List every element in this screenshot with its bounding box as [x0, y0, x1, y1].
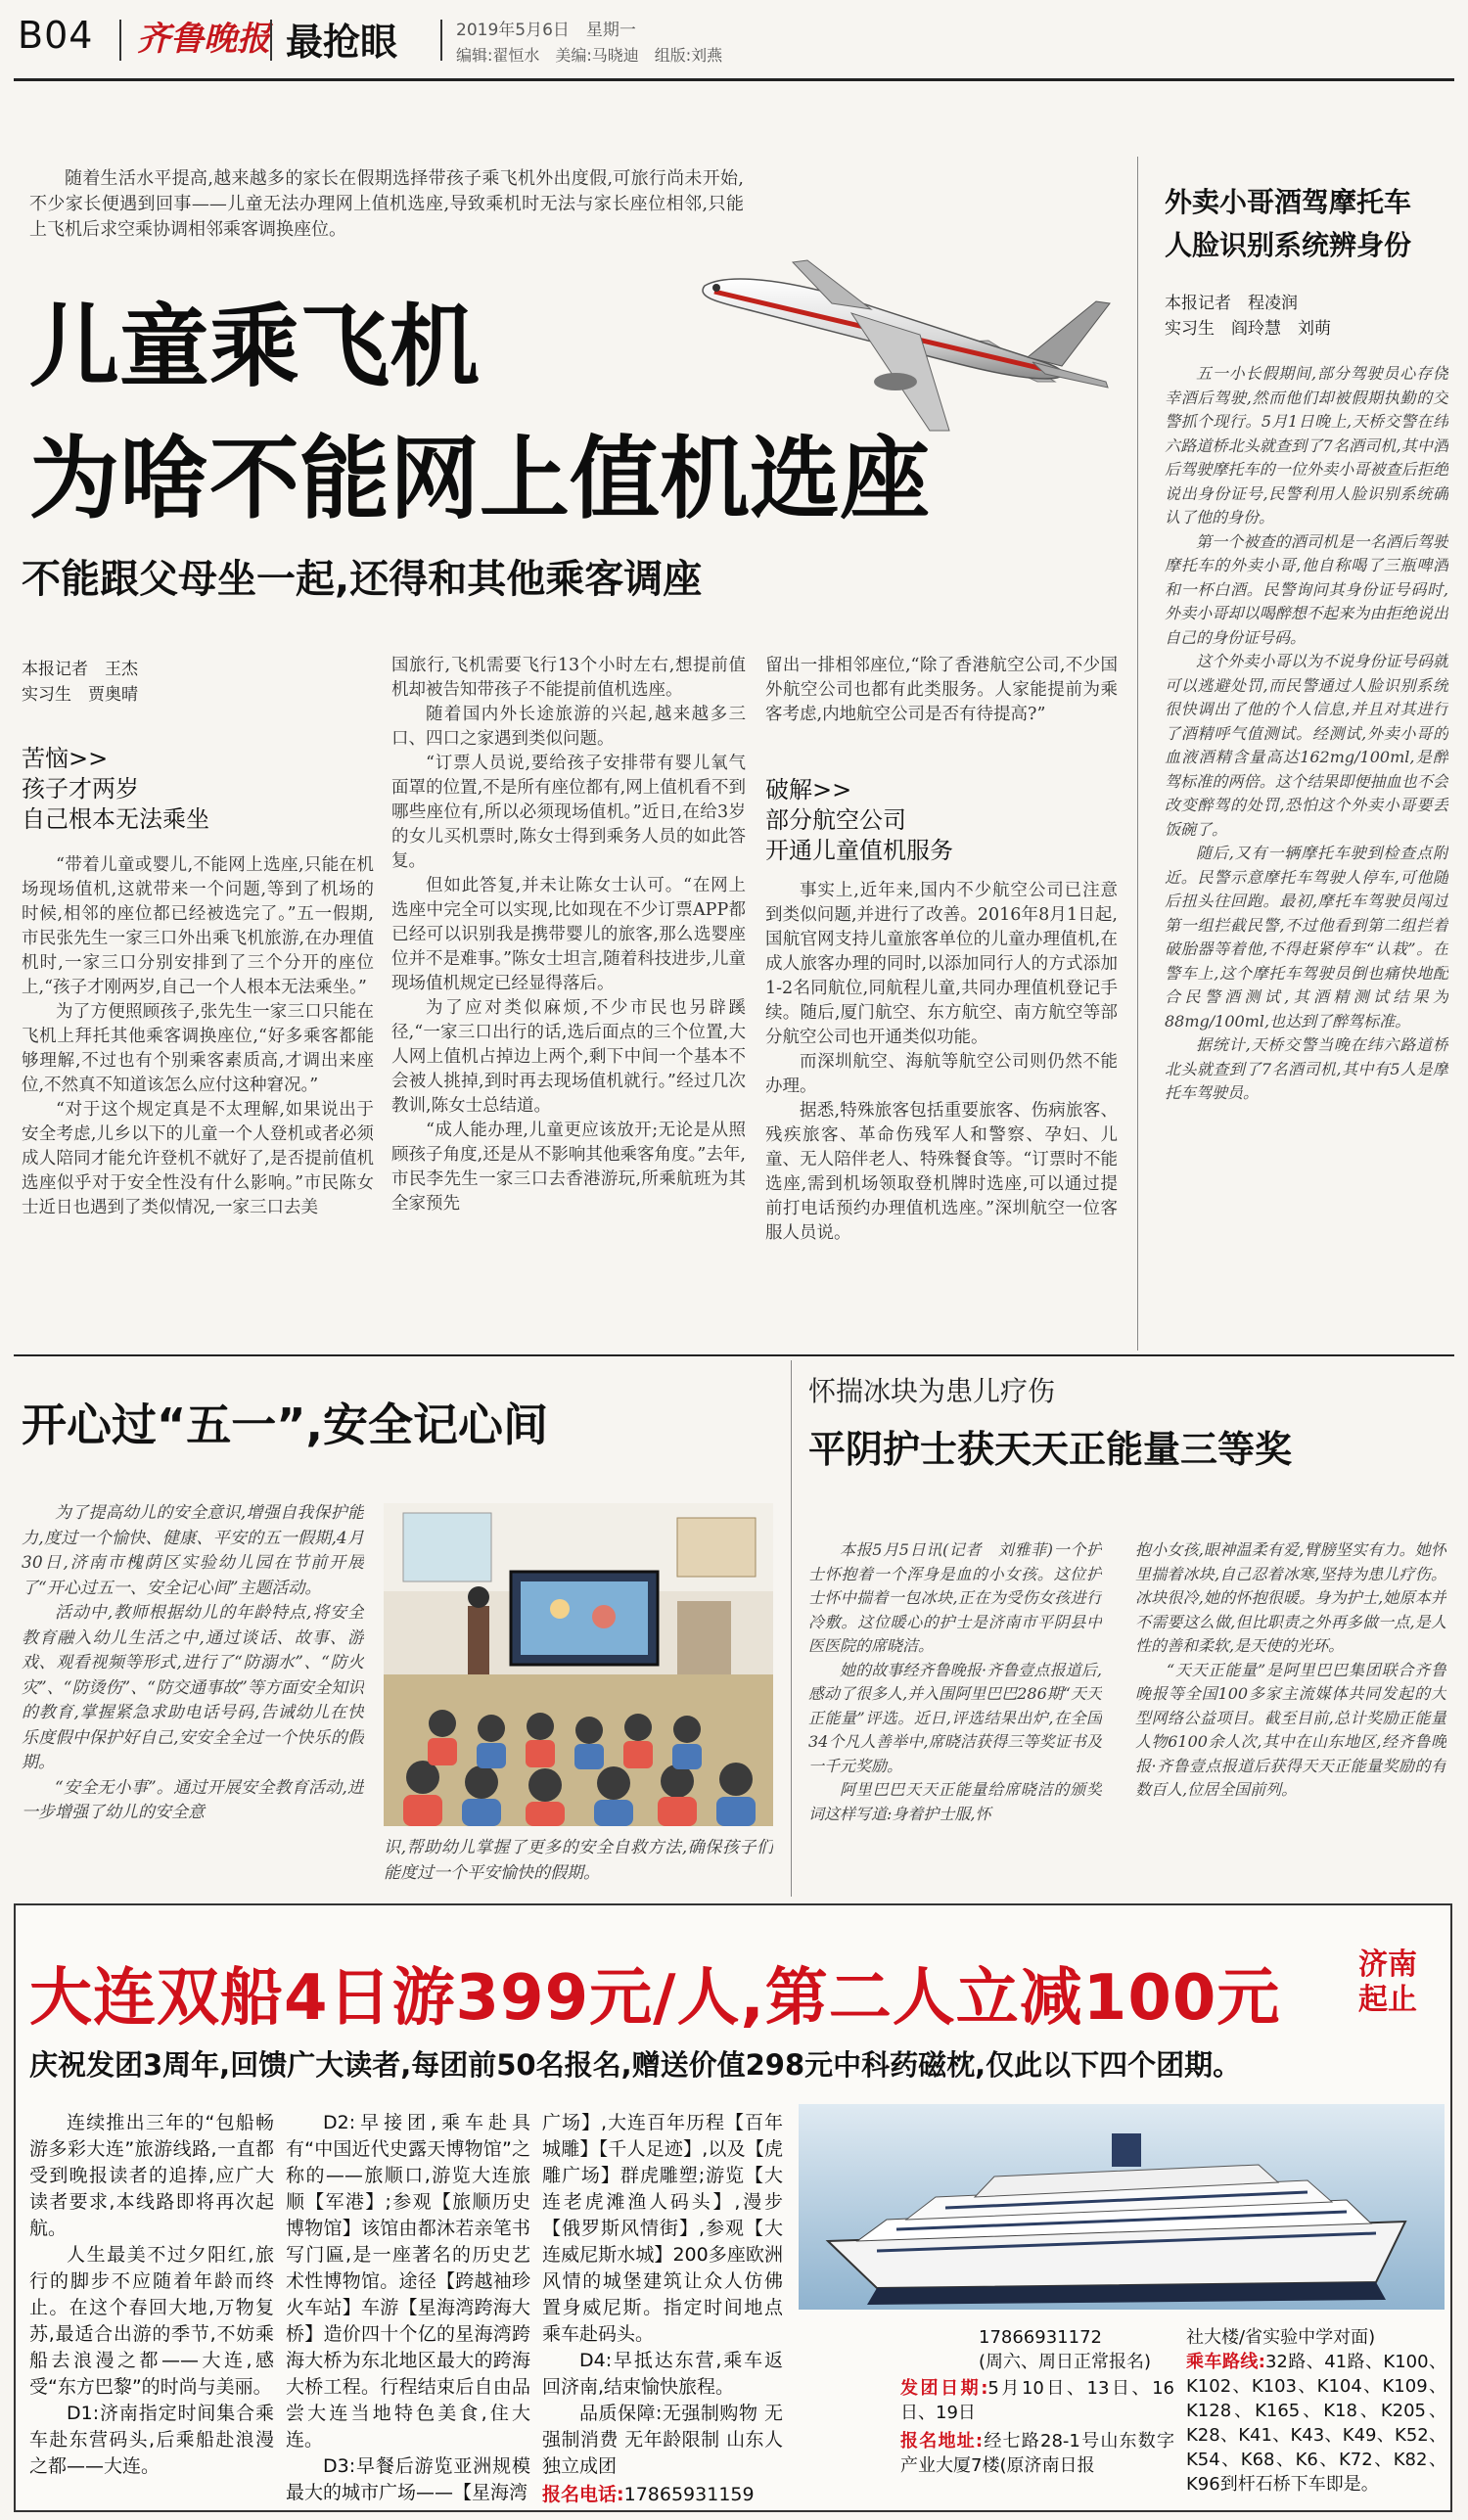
ad-subheadline: 庆祝发团3周年,回馈广大读者,每团前50名报名,赠送价值298元中科药磁枕,仅此以下四个团期。 — [29, 2048, 1242, 2082]
safety-story-title: 开心过“五一”,安全记心间 — [22, 1398, 548, 1451]
paragraph: 国旅行,飞机需要飞行13个小时左右,想提前值机却被告知带孩子不能提前值机选座。 — [391, 656, 746, 700]
paragraph: 连续推出三年的“包船畅游多彩大连”旅游线路,一直都受到晚报读者的追捧,应广大读者要求,本线路即将再次起航。 — [29, 2112, 274, 2239]
paragraph: 这个外卖小哥以为不说身份证号码就可以逃避处罚,而民警通过人脸识别系统很快调出了他的个人信息,并且对其进行了酒精呼气值测试。经测试,外卖小哥的血液酒精含量高达162mg/100ml,是醉驾标准的两倍。这个结果即便抽血也不会改变醉驾的处罚,恐怕这个外卖小哥要丢饭碗了。 — [1165, 652, 1448, 839]
paragraph: 本报5月5日讯(记者 刘雅菲)一个护士怀抱着一个浑身是血的小女孩。这位护士怀中揣着一包冰块,正在为受伤女孩进行冷敷。这位暖心的护士是济南市平阴县中医医院的席晓洁。 — [808, 1540, 1102, 1655]
airplane-illustration — [685, 245, 1116, 440]
section-label-solution: 破解>> — [765, 776, 852, 803]
ad-side-note — [1358, 1947, 1417, 2018]
paragraph: 识,帮助幼儿掌握了更多的安全自救方法,确保孩子们能度过一个平安愉快的假期。 — [384, 1838, 773, 1883]
section-title-worry-2: 自己根本无法乘坐 — [22, 805, 209, 833]
right-byline-intern: 实习生 阎玲慧 刘萌 — [1165, 319, 1331, 339]
right-story-title-2: 人脸识别系统辨身份 — [1165, 229, 1412, 261]
section-title-solution-2: 开通儿童值机服务 — [765, 837, 953, 864]
headline-line-1: 儿童乘飞机 — [29, 295, 481, 399]
ad-column-3 — [542, 2110, 783, 2482]
paragraph: 为了提高幼儿的安全意识,增强自我保护能力,度过一个愉快、健康、平安的五一假期,4月30日,济南市槐荫区实验幼儿园在节前开展了“开心过五一、安全记心间”主题活动。 — [22, 1503, 364, 1598]
ad-address-value: 经七路28-1号山东数字产业大厦7楼(原济南日报 — [900, 2431, 1174, 2476]
ad-side-line-1: 济南 — [1358, 1947, 1417, 1982]
paragraph: “订票人员说,要给孩子安排带有婴儿氧气面罩的位置,不是所有座位都有,网上值机看不到哪些座位有,所以必须现场值机。”近日,在给3岁的女儿买机票时,陈女士得到乘务人员的如此答复。 — [391, 754, 746, 871]
right-story-body — [1165, 362, 1448, 1341]
ad-phone-2[interactable]: 17866931172 — [979, 2327, 1102, 2348]
paragraph: 但如此答复,并未让陈女士认可。“在网上选座中完全可以实现,比如现在不少订票APP都已经可以识别我是携带婴儿的旅客,那么选婴座位并不是难事。”陈女士坦言,随着科技进步,儿童现场值机规定已经显得落后。 — [391, 876, 746, 993]
ad-address-label: 报名地址: — [900, 2431, 984, 2451]
story-column-3b — [765, 879, 1118, 1339]
paragraph: “天天正能量”是阿里巴巴集团联合齐鲁晚报等全国100多家主流媒体共同发起的大型网络公益项目。截至目前,总计奖励正能量人物6100余人次,其中在山东地区,经齐鲁晚报·齐鲁壹点报道后获得天天正能量奖励的有数百人,位居全国前列。 — [1135, 1660, 1446, 1799]
paragraph: 为了方便照顾孩子,张先生一家三口只能在飞机上拜托其他乘客调换座位,“好多乘客都能够理解,不过也有个别乘客素质高,才调出来座位,不然真不知道该怎么应付这种窘况。” — [22, 1002, 374, 1095]
paragraph: 五一小长假期间,部分驾驶员心存侥幸酒后驾驶,然而他们却被假期执勤的交警抓个现行。5月1日晚上,天桥交警在纬六路道桥北头就查到了7名酒司机,其中酒后驾驶摩托车的一位外卖小哥被查后拒绝说出身份证号,民警利用人脸识别系统确认了他的身份。 — [1165, 364, 1448, 527]
paragraph: 人生最美不过夕阳红,旅行的脚步不应随着年龄而终止。在这个春回大地,万物复苏,最适合出游的季节,不妨乘船去浪漫之都——大连,感受“东方巴黎”的时尚与美丽。 — [29, 2244, 274, 2398]
paragraph: 而深圳航空、海航等航空公司则仍然不能办理。 — [765, 1052, 1118, 1096]
ad-weekend-note: (周六、周日正常报名) — [979, 2352, 1152, 2372]
paragraph: 阿里巴巴天天正能量给席晓洁的颁奖词这样写道:身着护士服,怀 — [808, 1780, 1102, 1823]
paragraph: 随着国内外长途旅游的兴起,越来越多三口、四口之家遇到类似问题。 — [391, 705, 746, 749]
paragraph: D1:济南指定时间集合乘车赴东营码头,后乘船赴浪漫之都——大连。 — [29, 2403, 274, 2477]
story-column-3 — [765, 654, 1118, 761]
headline-line-2: 为啥不能网上值机选座 — [29, 427, 931, 531]
right-story-title-1: 外卖小哥酒驾摩托车 — [1165, 186, 1412, 218]
paragraph: 据悉,特殊旅客包括重要旅客、伤病旅客、残疾旅客、革命伤残军人和警察、孕妇、儿童、无人陪伴老人、特殊餐食等。“订票时不能选座,需到机场领取登机牌时选座,可以通过提前打电话预约办理值机选座。”深圳航空一位客服人员说。 — [765, 1101, 1118, 1243]
ad-headline: 大连双船4日游399元/人,第二人立减100元 — [29, 1962, 1281, 2035]
ad-column-1 — [29, 2110, 274, 2501]
story-lead: 随着生活水平提高,越来越多的家长在假期选择带孩子乘飞机外出度假,可旅行尚未开始,不少家长便遇到回事——儿童无法办理网上值机选座,导致乘机时无法与家长座位相邻,只能上飞机后求空乘协调相邻乘客调换座位。 — [29, 168, 744, 240]
byline-intern: 实习生 贾奥晴 — [22, 685, 138, 705]
header-rule — [14, 78, 1454, 81]
editors-line: 编辑:翟恒水 美编:马晓迪 组版:刘燕 — [456, 46, 723, 65]
ad-dates — [900, 2376, 1174, 2425]
ad-address — [900, 2429, 1174, 2478]
right-story-title — [1165, 181, 1411, 267]
ad-column-2 — [286, 2110, 530, 2501]
paragraph: “带着儿童或婴儿,不能网上选座,只能在机场现场值机,这就带来一个问题,等到了机场的时候,相邻的座位都已经被选完了。”五一假期,市民张先生一家三口外出乘飞机旅游,在办理值机时,一家三口分别安排到了三个分开的座位上,“孩子才刚两岁,自己一个人根本无法乘坐。” — [22, 855, 374, 997]
ad-bus-label: 乘车路线: — [1186, 2352, 1265, 2372]
nurse-story-kicker: 怀揣冰块为患儿疗伤 — [808, 1375, 1056, 1407]
section-title-worry-1: 孩子才两岁 — [22, 775, 139, 802]
ad-bus-head: 社大楼/省实验中学对面) — [1186, 2327, 1376, 2348]
header-divider — [440, 20, 442, 61]
byline-reporter: 本报记者 王杰 — [22, 660, 138, 679]
section-title: 最抢眼 — [286, 21, 398, 64]
headline-subtitle: 不能跟父母坐一起,还得和其他乘客调座 — [22, 557, 703, 602]
ad-bus-route — [1186, 2325, 1446, 2497]
paragraph: 据统计,天桥交警当晚在纬六路道桥北头就查到了7名酒司机,其中有5人是摩托车驾驶员。 — [1165, 1035, 1448, 1102]
paragraph: “成人能办理,儿童更应该放开;无论是从照顾孩子角度,还是从不影响其他乘客角度。”去年,市民李先生一家三口去香港游玩,所乘航班为其全家预先 — [391, 1121, 746, 1214]
ad-dates-label: 发团日期: — [900, 2378, 988, 2399]
column-divider — [791, 1360, 792, 1897]
ad-dates-value: 5月10日、13日、16日、19日 — [900, 2378, 1174, 2423]
section-title-solution-1: 部分航空公司 — [765, 806, 906, 834]
paragraph: 为了应对类似麻烦,不少市民也另辟蹊径,“一家三口出行的话,选后面点的三个位置,大人网上值机占掉边上两个,剩下中间一个基本不会被人挑掉,到时再去现场值机就行。”经过几次教训,陈女士总结道。 — [391, 998, 746, 1116]
paragraph: D2:早接团,乘车赴具有“中国近代史露天博物馆”之称的——旅顺口,游览大连旅顺【军港】;参观【旅顺历史博物馆】该馆由都沐若亲笔书写门匾,是一座著名的历史艺术性博物馆。途径【跨越袖珍火车站】车游【星海湾跨海大桥】造价四十个亿的星海湾跨海大桥为东北地区最大的跨海大桥工程。行程结束后自由品尝大连当地特色美食,住大连。 — [286, 2112, 530, 2451]
header-divider — [270, 20, 272, 61]
paragraph: D4:早抵达东营,乘车返回济南,结束愉快旅程。 — [542, 2350, 783, 2398]
ad-phone-block — [979, 2325, 1174, 2374]
paragraph: 第一个被查的酒司机是一名酒后驾驶摩托车的外卖小哥,他自称喝了三瓶啤酒和一杯白酒。民警询问其身份证号码时,外卖小哥却以喝醉想不起来为由拒绝说出自己的身份证号码。 — [1165, 531, 1448, 647]
paragraph: “安全无小事”。通过开展安全教育活动,进一步增强了幼儿的安全意 — [22, 1777, 364, 1822]
newspaper-logo: 齐鲁晚报 — [137, 20, 270, 59]
paragraph: 活动中,教师根据幼儿的年龄特点,将安全教育融入幼儿生活之中,通过谈话、故事、游戏、观看视频等形式,进行了“防溺水”、“防火灾”、“防烫伤”、“防交通事故”等方面安全知识的教育,掌握紧急求助电话号码,告诫幼儿在快乐度假中保护好自己,安安全全过一个快乐的假期。 — [22, 1603, 364, 1772]
page-number: B04 — [18, 14, 94, 57]
nurse-story-column-2 — [1135, 1538, 1446, 1895]
paragraph: 事实上,近年来,国内不少航空公司已注意到类似问题,并进行了改善。2016年8月1日起,国航官网支持儿童旅客单位的儿童办理值机,在成人旅客办理的同时,以添加同行人的方式添加1-2名同航位,同航程儿童,共同办理值机登记手续。随后,厦门航空、东方航空、南方航空等部分航空公司也开通类似功能。 — [765, 881, 1118, 1047]
paragraph: 广场】,大连百年历程【百年城雕】【千人足迹】,以及【虎雕广场】群虎雕塑;游览【大连老虎滩渔人码头】,漫步【俄罗斯风情街】,参观【大连威尼斯水城】200多座欧洲风情的城堡建筑让众人仿佛置身威尼斯。指定时间地点乘车赴码头。 — [542, 2112, 783, 2345]
story-column-2 — [391, 654, 746, 1339]
ad-phone — [542, 2482, 783, 2508]
photo-caption — [384, 1836, 773, 1895]
nurse-story-column-1 — [808, 1538, 1102, 1895]
nurse-story-title: 平阴护士获天天正能量三等奖 — [808, 1428, 1293, 1471]
issue-date: 2019年5月6日 星期一 — [456, 21, 636, 40]
ad-phone-value[interactable]: 17865931159 — [623, 2484, 755, 2505]
cruise-ship-image — [799, 2104, 1445, 2310]
safety-story-body — [22, 1501, 364, 1893]
column-divider — [1137, 157, 1138, 1351]
paragraph: 随后,又有一辆摩托车驶到检查点附近。民警示意摩托车驾驶人停车,可他随后扭头往回跑。最初,摩托车驾驶员闯过第一组拦截民警,不过他看到第二组拦着破胎器等着他,不得赶紧停车“认栽”。在警车上,这个摩托车驾驶员倒也痛快地配合民警酒测试,其酒精测试结果为88mg/100ml,也达到了醉驾标准。 — [1165, 844, 1448, 1031]
right-byline-reporter: 本报记者 程凌润 — [1165, 294, 1298, 313]
section-rule — [14, 1354, 1454, 1356]
section-label-worry: 苦恼>> — [22, 745, 109, 772]
classroom-photo — [384, 1503, 773, 1826]
paragraph: D3:早餐后游览亚洲规模最大的城市广场——【星海湾 — [286, 2455, 530, 2501]
paragraph: 她的故事经齐鲁晚报·齐鲁壹点报道后,感动了很多人,并入围阿里巴巴286期“天天正能量”评选。近日,评选结果出炉,在全国34个凡人善举中,席晓洁获得三等奖证书及一千元奖励。 — [808, 1660, 1102, 1775]
paragraph: 留出一排相邻座位,“除了香港航空公司,不少国外航空公司也都有此类服务。人家能提前为乘客考虑,内地航空公司是否有待提高?” — [765, 656, 1118, 724]
ad-phone-label: 报名电话: — [542, 2484, 624, 2505]
ad-bus-value: 32路、41路、K100、K102、K103、K104、K109、K128、K165、K18、K205、K28、K41、K43、K49、K52、K54、K68、K6、K72、K82、K96到杆石桥下车即是。 — [1186, 2352, 1447, 2495]
header-divider — [119, 20, 121, 61]
paragraph: “对于这个规定真是不太理解,如果说出于安全考虑,儿乡以下的儿童一个人登机或者必须成人陪同才能允许登机不就好了,是否提前值机选座似乎对于安全性没有什么影响。”市民陈女士近日也遇到了类似情况,一家三口去美 — [22, 1100, 374, 1217]
paragraph: 抱小女孩,眼神温柔有爱,臂膀坚实有力。她怀里揣着冰块,自己忍着冰寒,坚持为患儿疗伤。冰块很冷,她的怀抱很暖。身为护士,她原本并不需要这么做,但比职责之外再多做一点,是人性的善和柔软,是天使的光环。 — [1135, 1540, 1446, 1655]
ad-side-line-2: 起止 — [1358, 1983, 1417, 2017]
paragraph: 品质保障:无强制购物 无强制消费 无年龄限制 山东人独立成团 — [542, 2403, 783, 2477]
